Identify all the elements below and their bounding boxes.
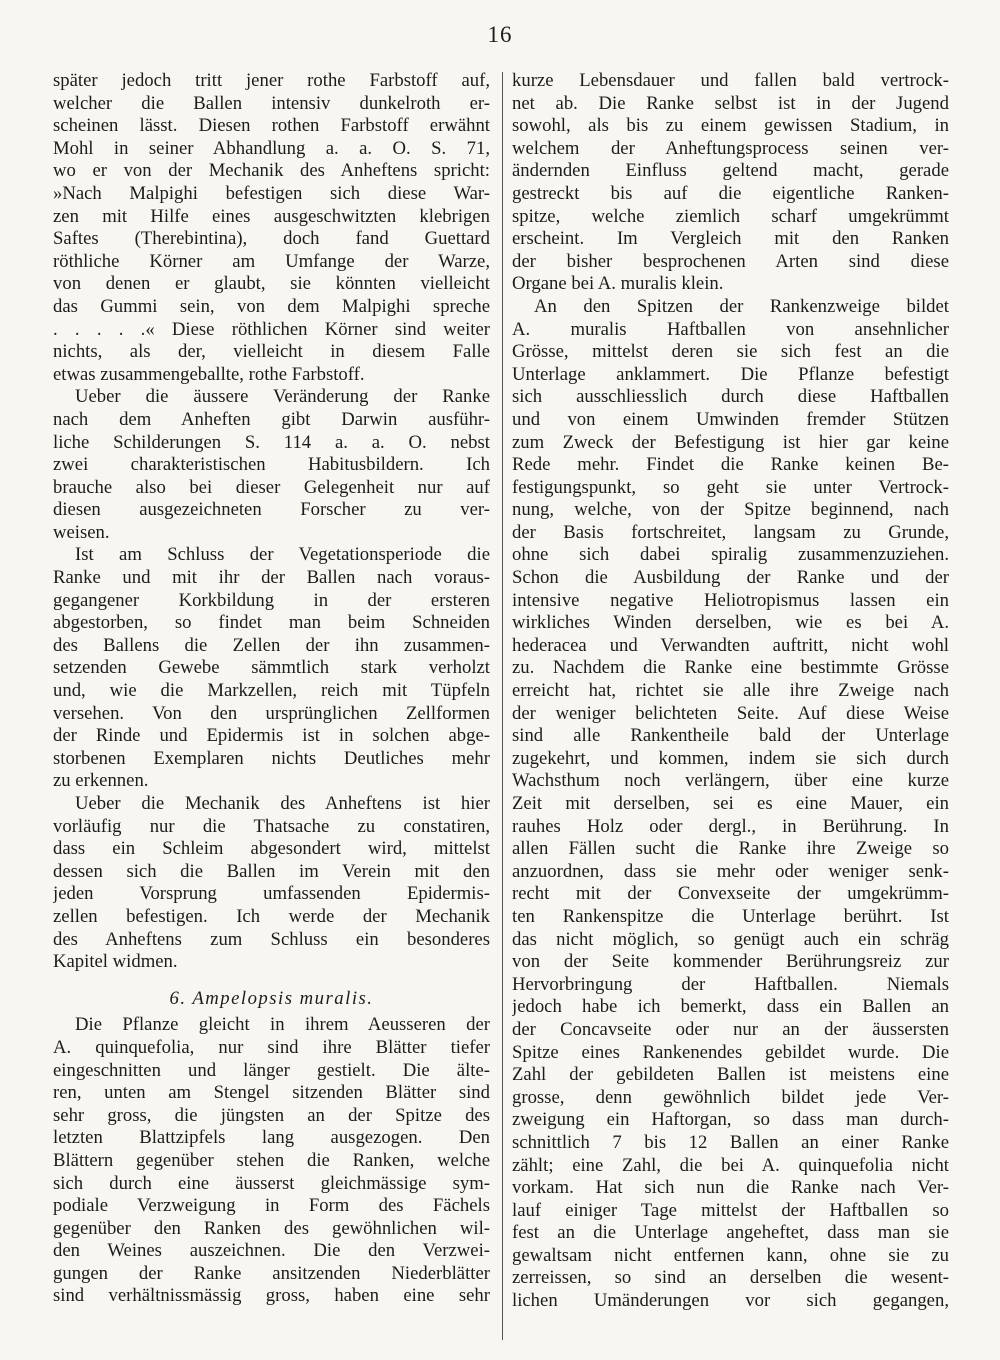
text-line: gegenüber den Ranken des gewöhnlichen wil- bbox=[53, 1217, 490, 1239]
text-line: Schon die Ausbildung der Ranke und der bbox=[512, 567, 949, 589]
right-column bbox=[512, 70, 949, 1313]
text-line: welchem der Anheftungsprocess seinen ver- bbox=[512, 137, 949, 159]
text-line: ten Rankenspitze die Unterlage berührt. Ist bbox=[512, 905, 949, 927]
text-line: Grösse, mittelst deren sie sich fest an die bbox=[512, 341, 949, 363]
text-line: zu erkennen. bbox=[53, 770, 149, 792]
section-heading: 6. Ampelopsis muralis. bbox=[169, 987, 374, 1009]
text-line: gestreckt bis auf die eigentliche Ranken- bbox=[512, 182, 949, 204]
text-line: kurze Lebensdauer und fallen bald vertrock- bbox=[512, 70, 949, 91]
text-line: den Weines auszeichnen. Die den Verzwei- bbox=[53, 1240, 490, 1262]
text-line: Ueber die Mechanik des Anheftens ist hier bbox=[75, 793, 490, 814]
text-line: lauf einiger Tage mittelst der Haftballen so bbox=[512, 1199, 949, 1221]
text-line: recht mit der Convexseite der umgekrümm- bbox=[512, 883, 949, 905]
text-line: nichts, als der, vielleicht in diesem Falle bbox=[53, 341, 490, 363]
spacer bbox=[53, 974, 490, 988]
text-line: diesen ausgezeichneten Forscher zu ver- bbox=[53, 499, 490, 521]
text-line: röthliche Körner am Umfange der Warze, bbox=[53, 250, 490, 272]
text-line: weisen. bbox=[53, 521, 110, 543]
text-line: sich ausschliesslich durch diese Haftballen bbox=[512, 386, 949, 408]
text-line: ren, unten am Stengel sitzenden Blätter sind bbox=[53, 1082, 490, 1104]
text-line: der bisher besprochenen Arten sind diese bbox=[512, 250, 949, 272]
text-line: Ranke und mit ihr der Ballen nach voraus- bbox=[53, 567, 490, 589]
text-line: und von einem Umwinden fremder Stützen bbox=[512, 408, 949, 430]
text-line: grosse, denn gewöhnlich bildet jede Ver- bbox=[512, 1086, 949, 1108]
text-line: Kapitel widmen. bbox=[53, 951, 178, 973]
text-line: abgestorben, so findet man beim Schneiden bbox=[53, 612, 490, 634]
text-line: zum Zweck der Befestigung ist hier gar keine bbox=[512, 431, 949, 453]
text-line: später jedoch tritt jener rothe Farbstoff auf, bbox=[53, 70, 490, 91]
text-line: zu. Nachdem die Ranke eine bestimmte Grösse bbox=[512, 657, 949, 679]
text-line: Zeit mit derselben, sei es eine Mauer, ein bbox=[512, 793, 949, 814]
text-line: zählt; eine Zahl, die bei A. quinquefolia nicht bbox=[512, 1154, 949, 1176]
text-line: zugekehrt, und kommen, indem sie sich durch bbox=[512, 747, 949, 769]
text-line: A. quinquefolia, nur sind ihre Blätter tiefer bbox=[53, 1036, 490, 1058]
text-line: fest an die Unterlage angeheftet, dass man sie bbox=[512, 1222, 949, 1244]
text-line: Hervorbringung der Haftballen. Niemals bbox=[512, 973, 949, 995]
text-line: letzten Blattzipfels lang ausgezogen. Den bbox=[53, 1127, 490, 1149]
text-line: zen mit Hilfe eines ausgeschwitzten klebrigen bbox=[53, 205, 490, 227]
text-line: ändernden Einfluss geltend macht, gerade bbox=[512, 160, 949, 182]
text-line: Ist am Schluss der Vegetationsperiode die bbox=[75, 544, 490, 566]
text-line: versehen. Von den ursprünglichen Zellformen bbox=[53, 702, 490, 724]
text-line: spitze, welche ziemlich scharf umgekrümmt bbox=[512, 205, 949, 227]
text-line: setzenden Gewebe sämmtlich stark verholzt bbox=[53, 657, 490, 679]
text-line: brauche also bei dieser Gelegenheit nur auf bbox=[53, 476, 490, 498]
text-line: sehr gross, die jüngsten an der Spitze des bbox=[53, 1104, 490, 1126]
text-line: der Basis fortschreitet, langsam zu Grunde, bbox=[512, 521, 949, 543]
text-line: »Nach Malpighi befestigen sich diese War- bbox=[53, 182, 490, 204]
text-line: sind verhältnissmässig gross, haben eine sehr bbox=[53, 1285, 490, 1307]
text-line: von der Seite kommender Berührungsreiz zur bbox=[512, 951, 949, 973]
text-line: Die Pflanze gleicht in ihrem Aeusseren der bbox=[75, 1014, 490, 1036]
text-line: zwei charakteristischen Habitusbildern. Ich bbox=[53, 454, 490, 476]
text-line: sind alle Rankentheile bald der Unterlage bbox=[512, 725, 949, 747]
text-line: ohne sich dabei spiralig zusammenzuziehen. bbox=[512, 544, 949, 566]
text-line: gegangener Korkbildung in der ersteren bbox=[53, 589, 490, 611]
text-line: storbenen Exemplaren nichts Deutliches mehr bbox=[53, 747, 490, 769]
text-line: der Rinde und Epidermis ist in solchen abge- bbox=[53, 725, 490, 747]
text-line: zellen befestigen. Ich werde der Mechanik bbox=[53, 905, 490, 927]
text-line: schnittlich 7 bis 12 Ballen an einer Ranke bbox=[512, 1131, 949, 1153]
text-line: festigungspunkt, so geht sie unter Vertrock- bbox=[512, 476, 949, 498]
text-line: Mohl in seiner Abhandlung a. a. O. S. 71, bbox=[53, 137, 490, 159]
text-line: erscheint. Im Vergleich mit den Ranken bbox=[512, 228, 949, 250]
text-line: liche Schilderungen S. 114 a. a. O. nebst bbox=[53, 431, 490, 453]
text-line: wirkliches Winden derselben, wie es bei A. bbox=[512, 612, 949, 634]
text-line: von denen er glaubt, sie könnten vielleicht bbox=[53, 273, 490, 295]
text-line: Zahl der gebildeten Ballen ist meistens eine bbox=[512, 1064, 949, 1086]
text-line: etwas zusammengeballte, rothe Farbstoff. bbox=[53, 363, 365, 385]
text-line: Wachsthum noch verlängern, über eine kurze bbox=[512, 770, 949, 792]
text-line: anzuordnen, dass sie mehr oder weniger senk- bbox=[512, 860, 949, 882]
text-line: des Anheftens zum Schluss ein besonderes bbox=[53, 928, 490, 950]
text-line: welcher die Ballen intensiv dunkelroth er- bbox=[53, 92, 490, 114]
text-line: jeden Vorsprung umfassenden Epidermis- bbox=[53, 883, 490, 905]
text-line: Organe bei A. muralis klein. bbox=[512, 273, 724, 295]
text-line: allen Fällen sucht die Ranke ihre Zweige so bbox=[512, 838, 949, 860]
text-line: das nicht möglich, so genügt auch ein schräg bbox=[512, 928, 949, 950]
text-line: An den Spitzen der Rankenzweige bildet bbox=[534, 295, 949, 317]
page-number: 16 bbox=[487, 22, 513, 47]
text-line: und, wie die Markzellen, reich mit Tüpfeln bbox=[53, 680, 490, 702]
text-line: Spitze eines Rankenendes gebildet wurde. Die bbox=[512, 1041, 949, 1063]
text-line: Ueber die äussere Veränderung der Ranke bbox=[75, 386, 490, 408]
text-line: der weniger belichteten Seite. Auf diese Weise bbox=[512, 702, 949, 724]
text-line: vorkam. Hat sich nun die Ranke nach Ver- bbox=[512, 1177, 949, 1199]
text-line: jedoch habe ich bemerkt, dass ein Ballen an bbox=[512, 996, 949, 1018]
text-line: zweigung ein Haftorgan, so dass man durch- bbox=[512, 1109, 949, 1131]
text-line: . . . . .« Diese röthlichen Körner sind weiter bbox=[53, 318, 490, 340]
text-line: dessen sich die Ballen im Verein mit den bbox=[53, 860, 490, 882]
text-line: A. muralis Haftballen von ansehnlicher bbox=[512, 318, 949, 340]
text-line: gewaltsam nicht entfernen kann, ohne sie zu bbox=[512, 1244, 949, 1266]
text-line: Blättern gegenüber stehen die Ranken, welche bbox=[53, 1149, 490, 1171]
text-line: rauhes Holz oder dergl., in Berührung. In bbox=[512, 815, 949, 837]
text-line: lichen Umänderungen vor sich gegangen, bbox=[512, 1290, 949, 1312]
text-line: sich durch eine äusserst gleichmässige sym- bbox=[53, 1172, 490, 1194]
left-column bbox=[53, 70, 490, 1308]
text-line: des Ballens die Zellen der ihn zusammen- bbox=[53, 634, 490, 656]
text-line: nung, welche, von der Spitze beginnend, nach bbox=[512, 499, 949, 521]
column-divider bbox=[502, 72, 503, 1340]
text-line: wo er von der Mechanik des Anheftens spricht: bbox=[53, 160, 490, 182]
text-line: Rede mehr. Findet die Ranke keinen Be- bbox=[512, 454, 949, 476]
text-line: das Gummi sein, von dem Malpighi spreche bbox=[53, 295, 490, 317]
text-line: hederacea und Verwandten auftritt, nicht wohl bbox=[512, 634, 949, 656]
text-line: erreicht hat, richtet sie alle ihre Zweige nach bbox=[512, 680, 949, 702]
text-line: gungen der Ranke ansitzenden Niederblätter bbox=[53, 1262, 490, 1284]
text-line: podiale Verzweigung in Form des Fächels bbox=[53, 1195, 490, 1217]
text-line: Saftes (Therebintina), doch fand Guettard bbox=[53, 228, 490, 250]
text-line: der Concavseite oder nur an der äussersten bbox=[512, 1018, 949, 1040]
text-line: vorläufig nur die Thatsache zu constatiren, bbox=[53, 815, 490, 837]
text-line: sowohl, als bis zu einem gewissen Stadium, in bbox=[512, 115, 949, 137]
text-line: scheinen lässt. Diesen rothen Farbstoff erwähnt bbox=[53, 115, 490, 137]
text-line: net ab. Die Ranke selbst ist in der Jugend bbox=[512, 92, 949, 114]
text-line: zerreissen, so sind an derselben die wesent- bbox=[512, 1267, 949, 1289]
text-line: dass ein Schleim abgesondert wird, mittelst bbox=[53, 838, 490, 860]
text-line: eingeschnitten und länger gestielt. Die älte- bbox=[53, 1059, 490, 1081]
text-line: nach dem Anheften gibt Darwin ausführ- bbox=[53, 408, 490, 430]
text-line: intensive negative Heliotropismus lassen ein bbox=[512, 589, 949, 611]
text-line: Unterlage anklammert. Die Pflanze befestigt bbox=[512, 363, 949, 385]
